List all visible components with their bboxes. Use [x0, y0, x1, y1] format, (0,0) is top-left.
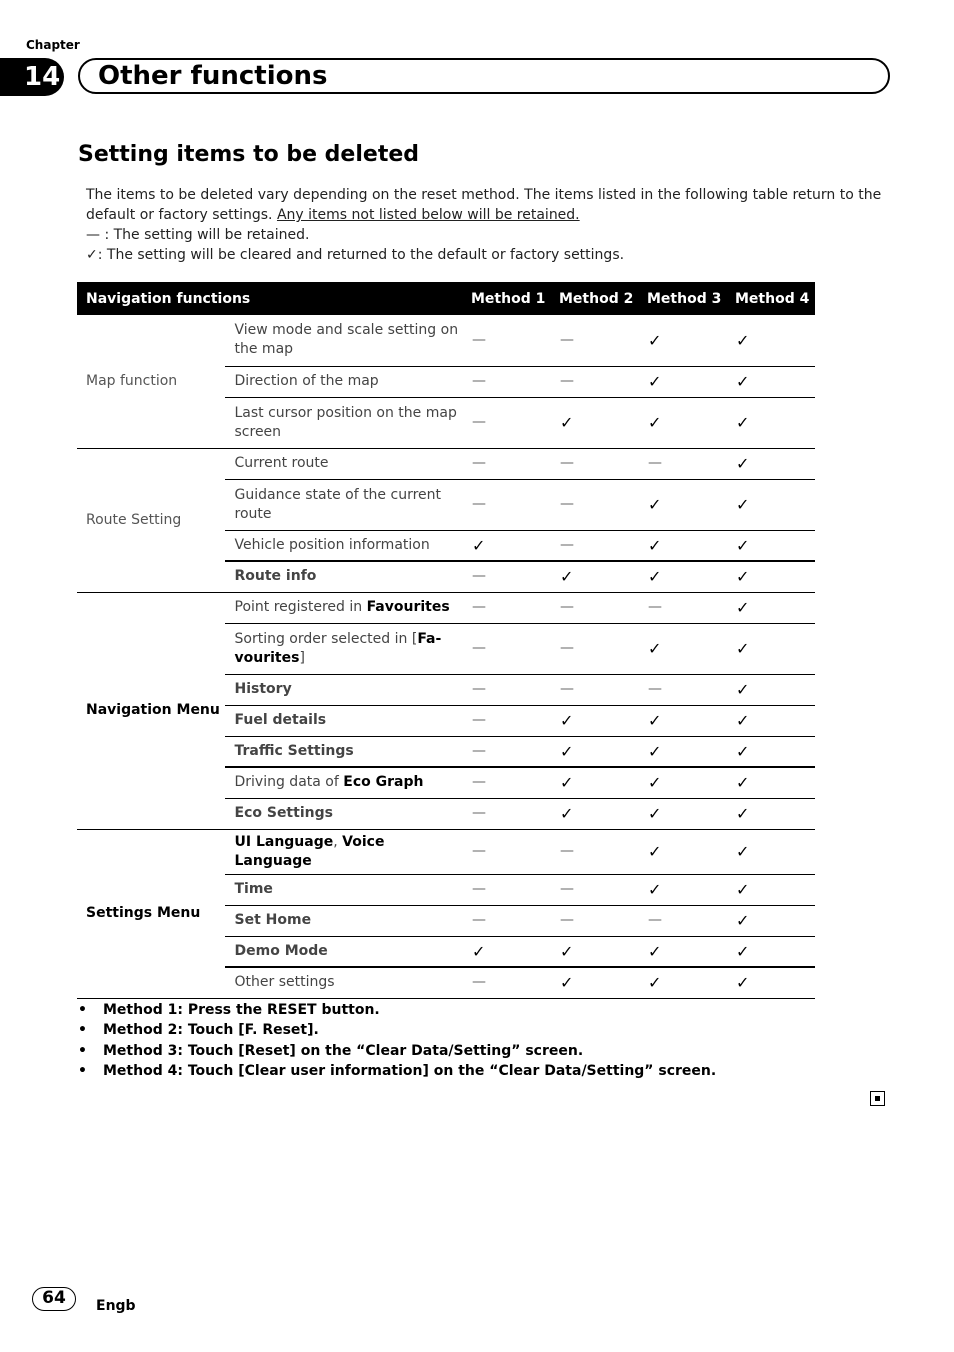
chapter-title-box — [78, 58, 890, 94]
method-cell: ✓ — [727, 592, 815, 623]
intro-underlined: Any items not listed below will be retained. — [276, 207, 580, 223]
method-cell: ✓ — [727, 561, 815, 592]
method-cell: ✓ — [551, 705, 639, 736]
row-item: Traffic Settings — [225, 736, 463, 767]
method-cell: ✓ — [639, 623, 727, 674]
chapter-label: Chapter — [26, 38, 80, 52]
item-bold-text: UI Language — [234, 833, 334, 850]
row-item: Guidance state of the current route — [225, 479, 463, 530]
category-navigation-menu: Navigation Menu — [77, 592, 225, 829]
legend-dash: — : The setting will be retained. — [86, 227, 310, 243]
chapter-title: Other functions — [98, 61, 328, 91]
method-cell: ✓ — [727, 315, 815, 366]
row-item: Direction of the map — [225, 366, 463, 397]
method-note: • Method 4: Touch [Clear user information] on the “Clear Data/Setting” screen. — [78, 1061, 716, 1081]
item-bold-text: Eco Graph — [343, 774, 424, 791]
method-cell: ✓ — [727, 674, 815, 705]
row-item: Route info — [225, 561, 463, 592]
method-cell: ✓ — [727, 530, 815, 561]
method-cell: — — [463, 592, 551, 623]
row-item: History — [225, 674, 463, 705]
method-cell: — — [463, 798, 551, 829]
chapter-number-tab: 14 — [0, 58, 64, 96]
end-of-section-icon — [870, 1091, 885, 1106]
method-cell: — — [551, 674, 639, 705]
method-cell: — — [551, 829, 639, 874]
category-settings-menu: Settings Menu — [77, 829, 225, 998]
table-row — [77, 829, 815, 874]
method-cell: ✓ — [639, 561, 727, 592]
table-header-row — [77, 282, 815, 315]
header-method-3: Method 3 — [639, 282, 727, 315]
method-cell: — — [463, 767, 551, 798]
intro-paragraph — [86, 185, 906, 225]
item-text: Driving data of — [234, 774, 344, 791]
method-cell: ✓ — [551, 936, 639, 967]
method-cell: ✓ — [727, 479, 815, 530]
item-text-post: ] — [299, 649, 305, 666]
method-cell: ✓ — [639, 874, 727, 905]
table-row — [77, 315, 815, 366]
method-cell: ✓ — [639, 397, 727, 448]
row-item: Time — [225, 874, 463, 905]
intro — [86, 185, 906, 265]
method-cell: ✓ — [639, 767, 727, 798]
item-bold-text: Favourites — [366, 599, 450, 615]
row-item: Last cursor position on the map screen — [225, 397, 463, 448]
method-cell: ✓ — [727, 397, 815, 448]
method-cell: — — [551, 448, 639, 479]
method-cell: — — [551, 905, 639, 936]
method-note: • Method 1: Press the RESET button. — [78, 1000, 716, 1020]
item-text: Point registered in — [234, 599, 367, 615]
method-cell: ✓ — [727, 736, 815, 767]
row-item — [225, 767, 463, 798]
method-cell: ✓ — [727, 798, 815, 829]
method-cell: ✓ — [639, 315, 727, 366]
section-title: Setting items to be deleted — [78, 142, 419, 167]
method-cell: — — [551, 530, 639, 561]
item-bold-text: Voice Language — [234, 833, 385, 869]
method-cell: — — [463, 366, 551, 397]
row-item: View mode and scale setting on the map — [225, 315, 463, 366]
method-cell: — — [551, 315, 639, 366]
method-cell: ✓ — [639, 479, 727, 530]
method-cell: ✓ — [639, 530, 727, 561]
method-cell: ✓ — [727, 829, 815, 874]
method-cell: ✓ — [639, 798, 727, 829]
method-cell: ✓ — [727, 366, 815, 397]
row-item — [225, 623, 463, 674]
method-cell: — — [463, 967, 551, 998]
method-cell: — — [463, 905, 551, 936]
method-cell: ✓ — [727, 705, 815, 736]
method-cell: ✓ — [727, 905, 815, 936]
method-cell: ✓ — [551, 397, 639, 448]
method-cell: ✓ — [639, 366, 727, 397]
method-cell: — — [639, 674, 727, 705]
method-cell: ✓ — [639, 936, 727, 967]
method-cell: — — [463, 315, 551, 366]
item-bold-text: Fa-vourites — [234, 630, 442, 666]
language-code: Engb — [96, 1298, 136, 1314]
category-route-setting: Route Setting — [77, 448, 225, 592]
method-cell: — — [463, 561, 551, 592]
method-cell: ✓ — [639, 967, 727, 998]
method-cell: ✓ — [639, 736, 727, 767]
item-separator: , — [333, 833, 343, 850]
method-cell: — — [463, 479, 551, 530]
row-item: Set Home — [225, 905, 463, 936]
method-cell: — — [463, 705, 551, 736]
method-cell: — — [551, 479, 639, 530]
method-cell: — — [463, 829, 551, 874]
method-cell: ✓ — [727, 967, 815, 998]
method-notes-list — [78, 1000, 716, 1081]
header-navigation-functions: Navigation functions — [77, 282, 463, 315]
method-cell: — — [463, 674, 551, 705]
method-cell: — — [639, 448, 727, 479]
method-note: • Method 2: Touch [F. Reset]. — [78, 1020, 716, 1040]
page-number: 64 — [32, 1287, 76, 1311]
method-cell: ✓ — [639, 829, 727, 874]
deletion-table — [77, 282, 815, 999]
header-method-1: Method 1 — [463, 282, 551, 315]
method-cell: — — [463, 874, 551, 905]
header-method-2: Method 2 — [551, 282, 639, 315]
row-item: Fuel details — [225, 705, 463, 736]
method-cell: ✓ — [463, 936, 551, 967]
method-cell: ✓ — [551, 967, 639, 998]
method-cell: ✓ — [551, 767, 639, 798]
row-item: Vehicle position information — [225, 530, 463, 561]
method-cell: ✓ — [639, 705, 727, 736]
method-cell: ✓ — [551, 798, 639, 829]
row-item: Other settings — [225, 967, 463, 998]
row-item: Demo Mode — [225, 936, 463, 967]
method-cell: — — [551, 366, 639, 397]
method-cell: — — [639, 905, 727, 936]
legend-check: ✓: The setting will be cleared and returned to the default or factory settings. — [86, 247, 625, 263]
row-item: Current route — [225, 448, 463, 479]
method-cell: ✓ — [727, 936, 815, 967]
method-cell: — — [463, 448, 551, 479]
intro-text: The items to be deleted vary depending on the reset method. The items listed in the following table return to the default or factory settings. — [86, 187, 882, 223]
method-note: • Method 3: Touch [Reset] on the “Clear Data/Setting” screen. — [78, 1041, 716, 1061]
header-method-4: Method 4 — [727, 282, 815, 315]
method-cell: — — [463, 623, 551, 674]
item-text: Sorting order selected in [ — [234, 630, 418, 647]
row-item — [225, 592, 463, 623]
method-cell: — — [639, 592, 727, 623]
method-cell: ✓ — [727, 623, 815, 674]
method-cell: — — [551, 592, 639, 623]
table-row — [77, 448, 815, 479]
row-item — [225, 829, 463, 874]
method-cell: ✓ — [551, 561, 639, 592]
method-cell: ✓ — [463, 530, 551, 561]
method-cell: ✓ — [727, 767, 815, 798]
method-cell: — — [551, 623, 639, 674]
method-cell: — — [551, 874, 639, 905]
method-cell: ✓ — [551, 736, 639, 767]
method-cell: ✓ — [727, 448, 815, 479]
table-row — [77, 592, 815, 623]
row-item: Eco Settings — [225, 798, 463, 829]
method-cell: — — [463, 397, 551, 448]
category-map-function: Map function — [77, 315, 225, 448]
method-cell: — — [463, 736, 551, 767]
method-cell: ✓ — [727, 874, 815, 905]
